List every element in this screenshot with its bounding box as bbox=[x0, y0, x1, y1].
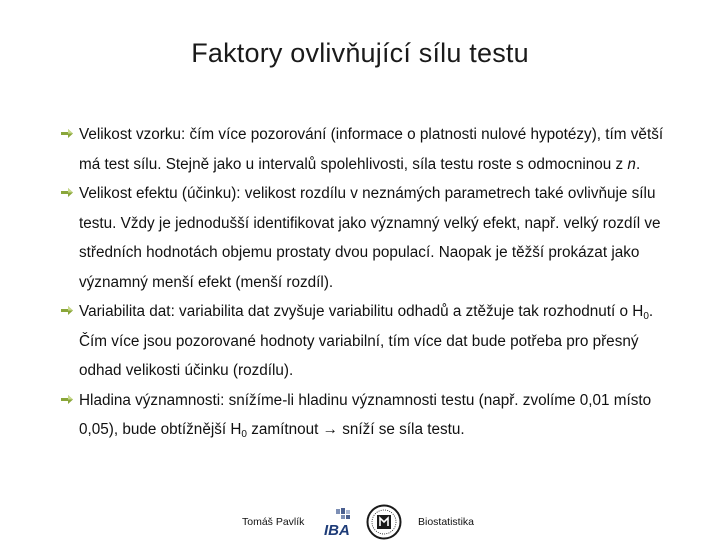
list-item-text bbox=[79, 297, 665, 386]
slide-title: Faktory ovlivňující sílu testu bbox=[191, 38, 529, 68]
item-body-end: zamítnout → sníží se síla testu. bbox=[246, 421, 465, 438]
item-body: : čím více pozorování (informace o platnosti nulové hypotézy), tím větší má test sílu. Stejně jako u intervalů spolehlivosti, síla testu roste s odmocninou z bbox=[79, 126, 664, 173]
list-item-sample-size bbox=[60, 120, 665, 179]
term-label: Velikost efektu (účinku) bbox=[79, 185, 237, 202]
variable-n: n bbox=[627, 155, 636, 173]
item-body-end: . bbox=[635, 155, 641, 173]
list-item-text bbox=[79, 179, 665, 297]
arrow-bullet-icon bbox=[60, 187, 74, 199]
slide-footer bbox=[0, 504, 720, 540]
subscript: 0 bbox=[241, 429, 247, 440]
iba-logo-icon bbox=[322, 508, 356, 538]
item-body-end: . Čím více jsou pozorované hodnoty variabilní, tím více dat bude potřeba pro přesný odhad velikosti účinku (rozdílu). bbox=[79, 303, 654, 379]
term-label: Velikost vzorku bbox=[79, 126, 182, 143]
item-body: : velikost rozdílu v neznámých parametrech také ovlivňuje sílu testu. Vždy je jednodušší identifikovat jako významný velký efekt, např. velký rozdíl ve středních hodnotách objemu prostaty dvou populací. Naopak je těžší prokázat jako významný menší efekt (menší rozdíl). bbox=[79, 185, 661, 291]
list-item-significance-level bbox=[60, 386, 665, 445]
list-item-text bbox=[79, 386, 665, 445]
list-item-effect-size bbox=[60, 179, 665, 297]
arrow-bullet-icon bbox=[60, 305, 74, 317]
item-body: : variabilita dat zvyšuje variabilitu odhadů a ztěžuje tak rozhodnutí o H bbox=[170, 303, 644, 320]
list-item-text bbox=[79, 120, 665, 179]
subscript: 0 bbox=[643, 311, 649, 322]
list-item-data-variability bbox=[60, 297, 665, 386]
term-label: Variabilita dat bbox=[79, 303, 171, 320]
arrow-bullet-icon bbox=[60, 394, 74, 406]
bullet-list bbox=[60, 120, 665, 445]
university-seal-icon bbox=[366, 504, 402, 540]
item-body: : snížíme-li hladinu významnosti testu (např. zvolíme 0,01 místo 0,05), bude obtížnější H bbox=[79, 391, 652, 438]
arrow-bullet-icon bbox=[60, 128, 74, 140]
course-name: Biostatistika bbox=[418, 516, 475, 528]
term-label: Hladina významnosti bbox=[79, 391, 221, 409]
author-name: Tomáš Pavlík bbox=[242, 516, 305, 528]
iba-logo-text: IBA bbox=[324, 522, 350, 538]
